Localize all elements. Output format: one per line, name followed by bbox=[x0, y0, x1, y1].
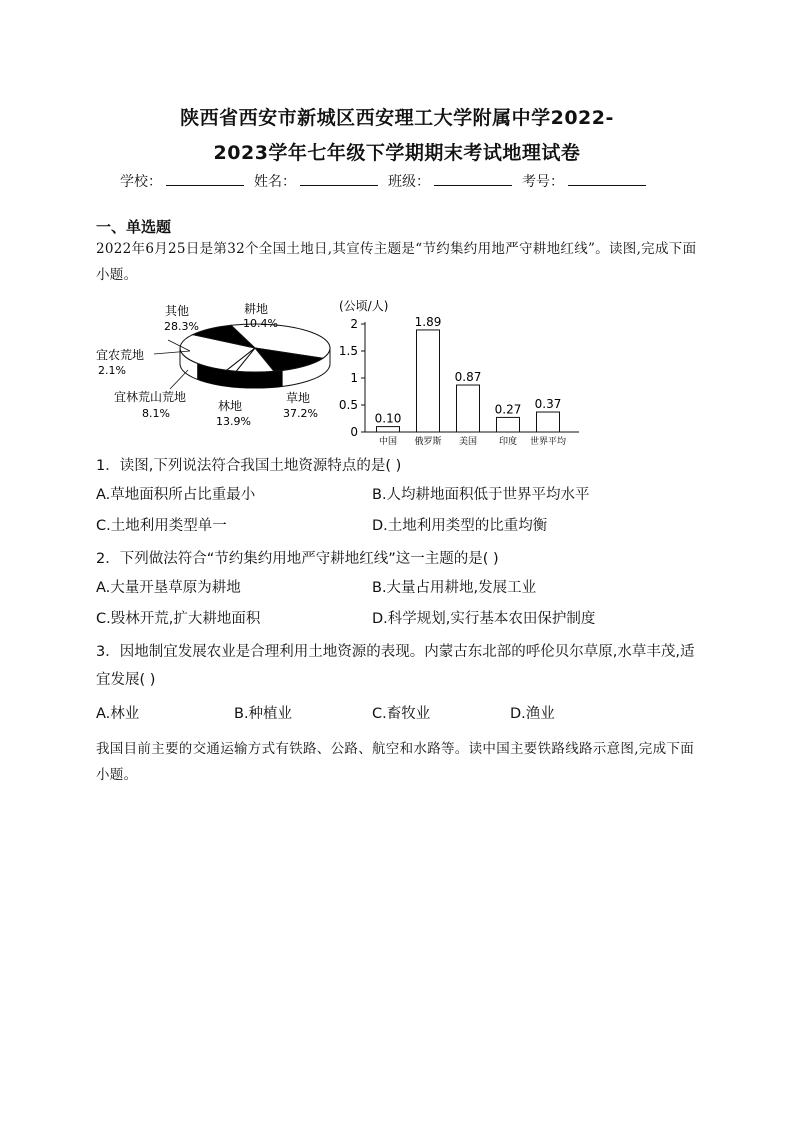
question-2-options-row-1 bbox=[96, 576, 706, 604]
x-category-label: 世界平均 bbox=[529, 437, 567, 447]
question-2-option-b[interactable]: B.大量占用耕地,发展工业 bbox=[372, 580, 537, 596]
name-blank[interactable] bbox=[300, 171, 378, 186]
land-use-pie-chart bbox=[90, 296, 340, 436]
class-blank[interactable] bbox=[434, 171, 512, 186]
exam-number-label: 考号： bbox=[522, 174, 564, 190]
exam-title-line-2: 2023学年七年级下学期期末考试地理试卷 bbox=[213, 142, 581, 164]
student-info-row bbox=[120, 171, 680, 191]
pie-label-forest: 林地 bbox=[218, 399, 243, 413]
question-2-option-c[interactable]: C.毁林开荒,扩大耕地面积 bbox=[96, 611, 261, 627]
question-3-option-b[interactable]: B.种植业 bbox=[234, 706, 293, 722]
x-category-label: 印度 bbox=[498, 437, 518, 447]
pie-label-other: 其他 bbox=[165, 304, 190, 318]
exam-title-line-1: 陕西省西安市新城区西安理工大学附属中学2022- bbox=[180, 107, 614, 129]
pie-value-other: 28.3% bbox=[164, 320, 199, 333]
pie-value-cropland: 10.4% bbox=[243, 317, 278, 330]
question-1-options-row-1 bbox=[96, 483, 706, 511]
question-2-option-d[interactable]: D.科学规划,实行基本农田保护制度 bbox=[372, 611, 596, 627]
pie-value-wasteland-forest: 8.1% bbox=[142, 407, 170, 420]
pie-value-grassland: 37.2% bbox=[283, 407, 318, 420]
pie-label-wasteland-forest: 宜林荒山荒地 bbox=[114, 390, 187, 404]
school-label: 学校： bbox=[120, 174, 162, 190]
bar-1 bbox=[417, 330, 440, 432]
question-1-option-d[interactable]: D.土地利用类型的比重均衡 bbox=[372, 518, 548, 534]
question-1-stem: 1．读图,下列说法符合我国土地资源特点的是( ) bbox=[96, 458, 402, 474]
question-3-option-d[interactable]: D.渔业 bbox=[510, 706, 555, 722]
y-tick-label: 1.5 bbox=[338, 344, 358, 358]
question-2-option-a[interactable]: A.大量开垦草原为耕地 bbox=[96, 580, 241, 596]
pie-value-forest: 13.9% bbox=[216, 415, 251, 428]
bar-value-label: 0.87 bbox=[454, 370, 482, 385]
question-1-option-c[interactable]: C.土地利用类型单一 bbox=[96, 518, 227, 534]
question-1-options-row-2 bbox=[96, 514, 706, 542]
bar-3 bbox=[497, 417, 520, 432]
question-1-option-b[interactable]: B.人均耕地面积低于世界平均水平 bbox=[372, 487, 590, 503]
bar-value-label: 0.10 bbox=[374, 411, 402, 426]
bar-0 bbox=[377, 427, 400, 432]
pie-label-grassland: 草地 bbox=[286, 391, 311, 405]
y-tick-label: 1 bbox=[350, 371, 358, 385]
intro-paragraph-1: 2022年6月25日是第32个全国土地日,其宣传主题是“节约集约用地严守耕地红线”。读图,完成下面小题。 bbox=[96, 241, 697, 283]
question-3-option-a[interactable]: A.林业 bbox=[96, 706, 140, 722]
exam-number-blank[interactable] bbox=[568, 171, 646, 186]
bar-value-label: 0.27 bbox=[494, 402, 522, 417]
y-tick-label: 2 bbox=[350, 317, 358, 331]
name-label: 姓名： bbox=[254, 174, 296, 190]
leader-line-wasteland-forest bbox=[170, 370, 188, 389]
question-3-options-row bbox=[96, 702, 706, 730]
question-3-stem: 3．因地制宜发展农业是合理利用土地资源的表现。内蒙古东北部的呼伦贝尔草原,水草丰茂,适宜发展( ) bbox=[96, 644, 695, 688]
question-3-option-c[interactable]: C.畜牧业 bbox=[372, 706, 431, 722]
y-tick-label: 0 bbox=[350, 425, 358, 439]
question-2-stem: 2．下列做法符合“节约集约用地严守耕地红线”这一主题的是( ) bbox=[96, 551, 499, 567]
section-title: 一、单选题 bbox=[96, 218, 172, 236]
x-category-label: 中国 bbox=[378, 437, 398, 447]
bar-2 bbox=[457, 385, 480, 432]
pie-label-cropland: 耕地 bbox=[244, 302, 269, 316]
bar-4 bbox=[537, 412, 560, 432]
question-1-option-a[interactable]: A.草地面积所占比重最小 bbox=[96, 487, 256, 503]
y-tick-label: 0.5 bbox=[338, 398, 358, 412]
question-2-options-row-2 bbox=[96, 607, 706, 635]
school-blank[interactable] bbox=[166, 171, 244, 186]
bar-chart-ylabel: (公顷/人) bbox=[339, 299, 389, 313]
pie-label-wasteland-farm: 宜农荒地 bbox=[96, 348, 145, 362]
class-label: 班级： bbox=[388, 174, 430, 190]
intro-paragraph-2: 我国目前主要的交通运输方式有铁路、公路、航空和水路等。读中国主要铁路线路示意图,完成下面小题。 bbox=[96, 741, 694, 783]
pie-value-wasteland-farm: 2.1% bbox=[98, 364, 126, 377]
bar-value-label: 1.89 bbox=[414, 314, 442, 329]
x-category-label: 俄罗斯 bbox=[414, 437, 442, 447]
x-category-label: 美国 bbox=[458, 437, 478, 447]
bar-value-label: 0.37 bbox=[534, 397, 562, 412]
per-capita-cropland-bar-chart bbox=[335, 296, 585, 448]
